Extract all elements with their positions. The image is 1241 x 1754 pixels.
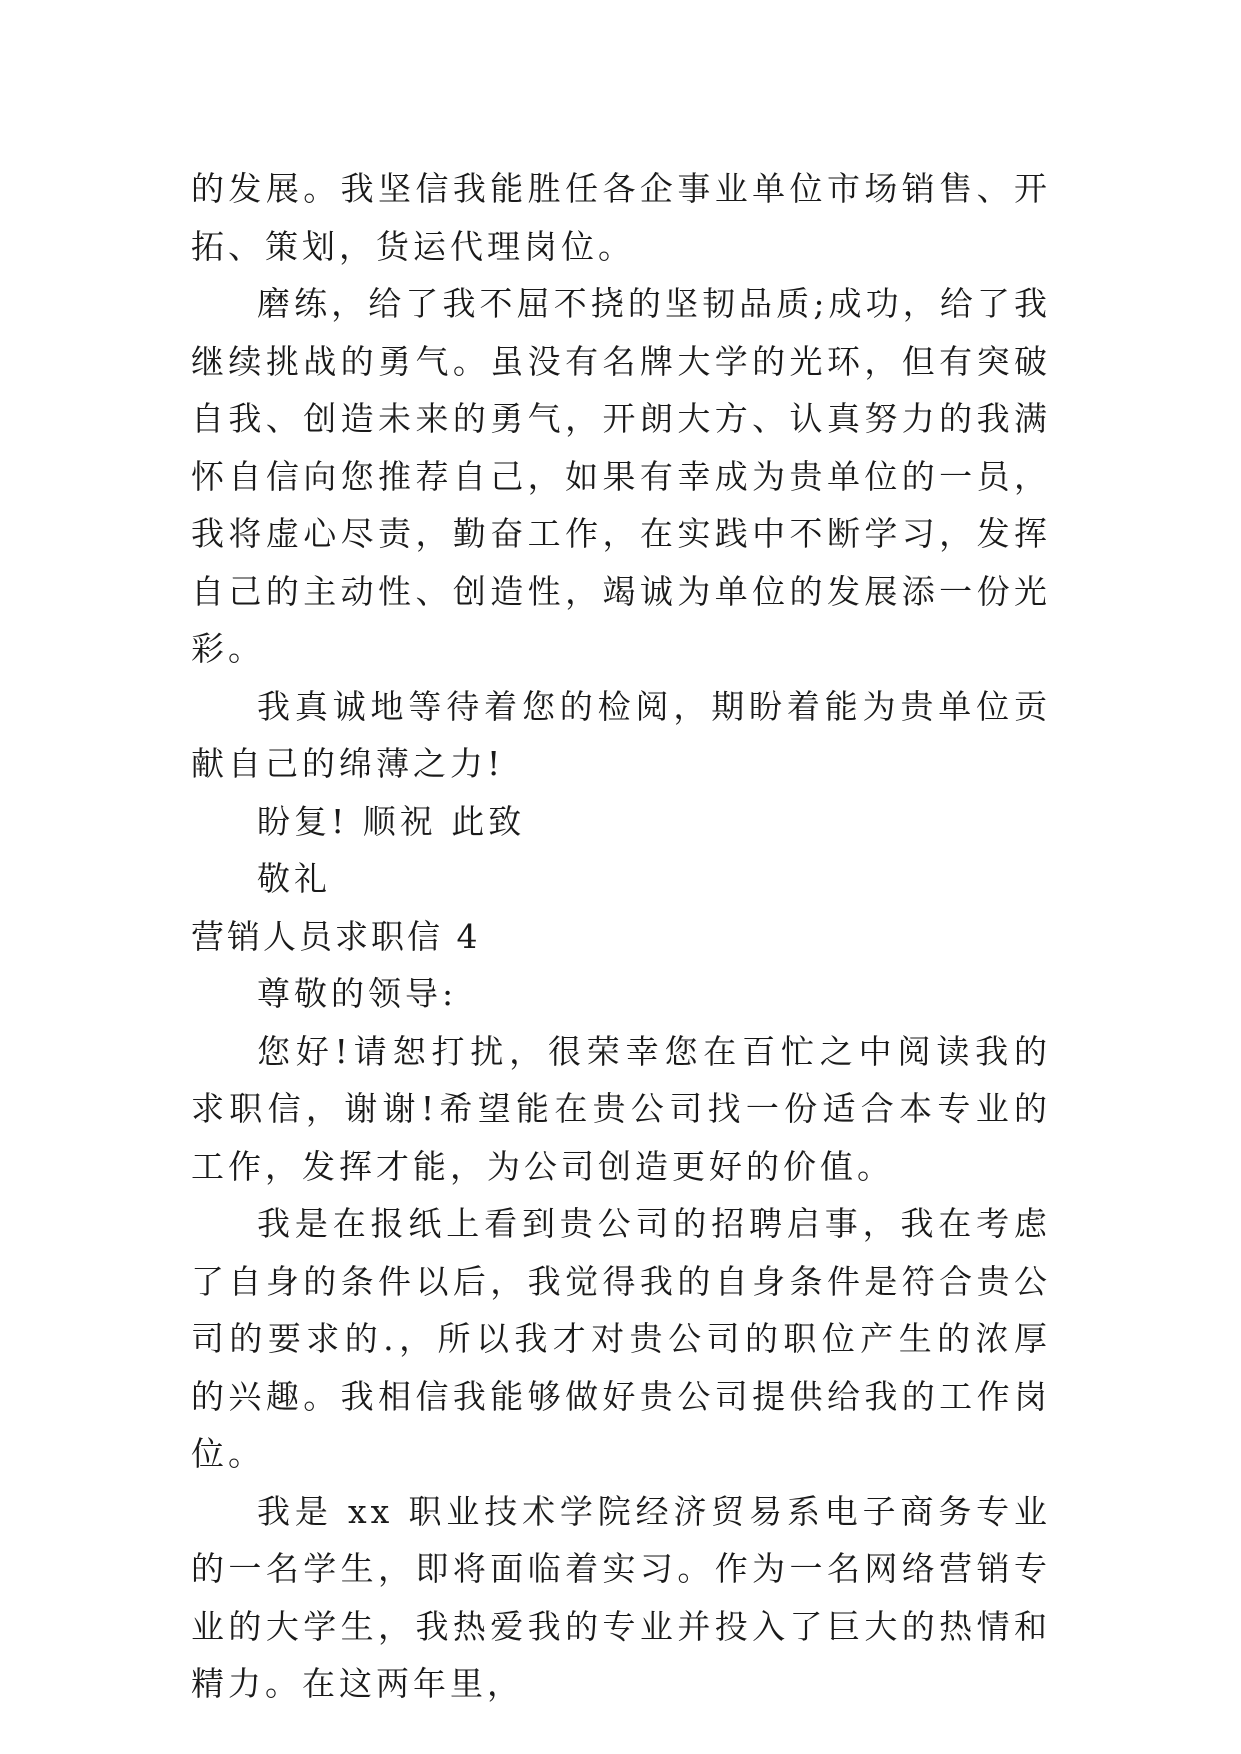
closing-line: 盼复! 顺祝 此致	[257, 801, 526, 841]
paragraph-4: 您好!请恕打扰，很荣幸您在百忙之中阅读我的求职信，谢谢!希望能在贵公司找一份适合本专业的工作，发挥才能，为公司创造更好的价值。	[191, 1031, 1051, 1186]
paragraph-5: 我是在报纸上看到贵公司的招聘启事，我在考虑了自身的条件以后，我觉得我的自身条件是符合贵公司的要求的.，所以我才对贵公司的职位产生的浓厚的兴趣。我相信我能够做好贵公司提供给我的工作岗位。	[191, 1204, 1051, 1473]
section-heading: 营销人员求职信 4	[191, 916, 481, 956]
salutation-regards: 敬礼	[257, 859, 331, 898]
paragraph-3: 我真诚地等待着您的检阅，期盼着能为贵单位贡献自己的绵薄之力!	[191, 686, 1051, 783]
paragraph-1: 的发展。我坚信我能胜任各企事业单位市场销售、开拓、策划，货运代理岗位。	[191, 169, 1051, 266]
paragraph-2: 磨练，给了我不屈不挠的坚韧品质;成功，给了我继续挑战的勇气。虽没有名牌大学的光环，但有突破自我、创造未来的勇气，开朗大方、认真努力的我满怀自信向您推荐自己，如果有幸成为贵单位的一员，我将虚心尽责，勤奋工作，在实践中不断学习，发挥自己的主动性、创造性，竭诚为单位的发展添一份光彩。	[191, 284, 1051, 668]
paragraph-6: 我是 xx 职业技术学院经济贸易系电子商务专业的一名学生，即将面临着实习。作为一名网络营销专业的大学生，我热爱我的专业并投入了巨大的热情和精力。在这两年里，	[191, 1491, 1051, 1703]
greeting: 尊敬的领导:	[257, 974, 458, 1013]
document-body	[191, 160, 1051, 1713]
